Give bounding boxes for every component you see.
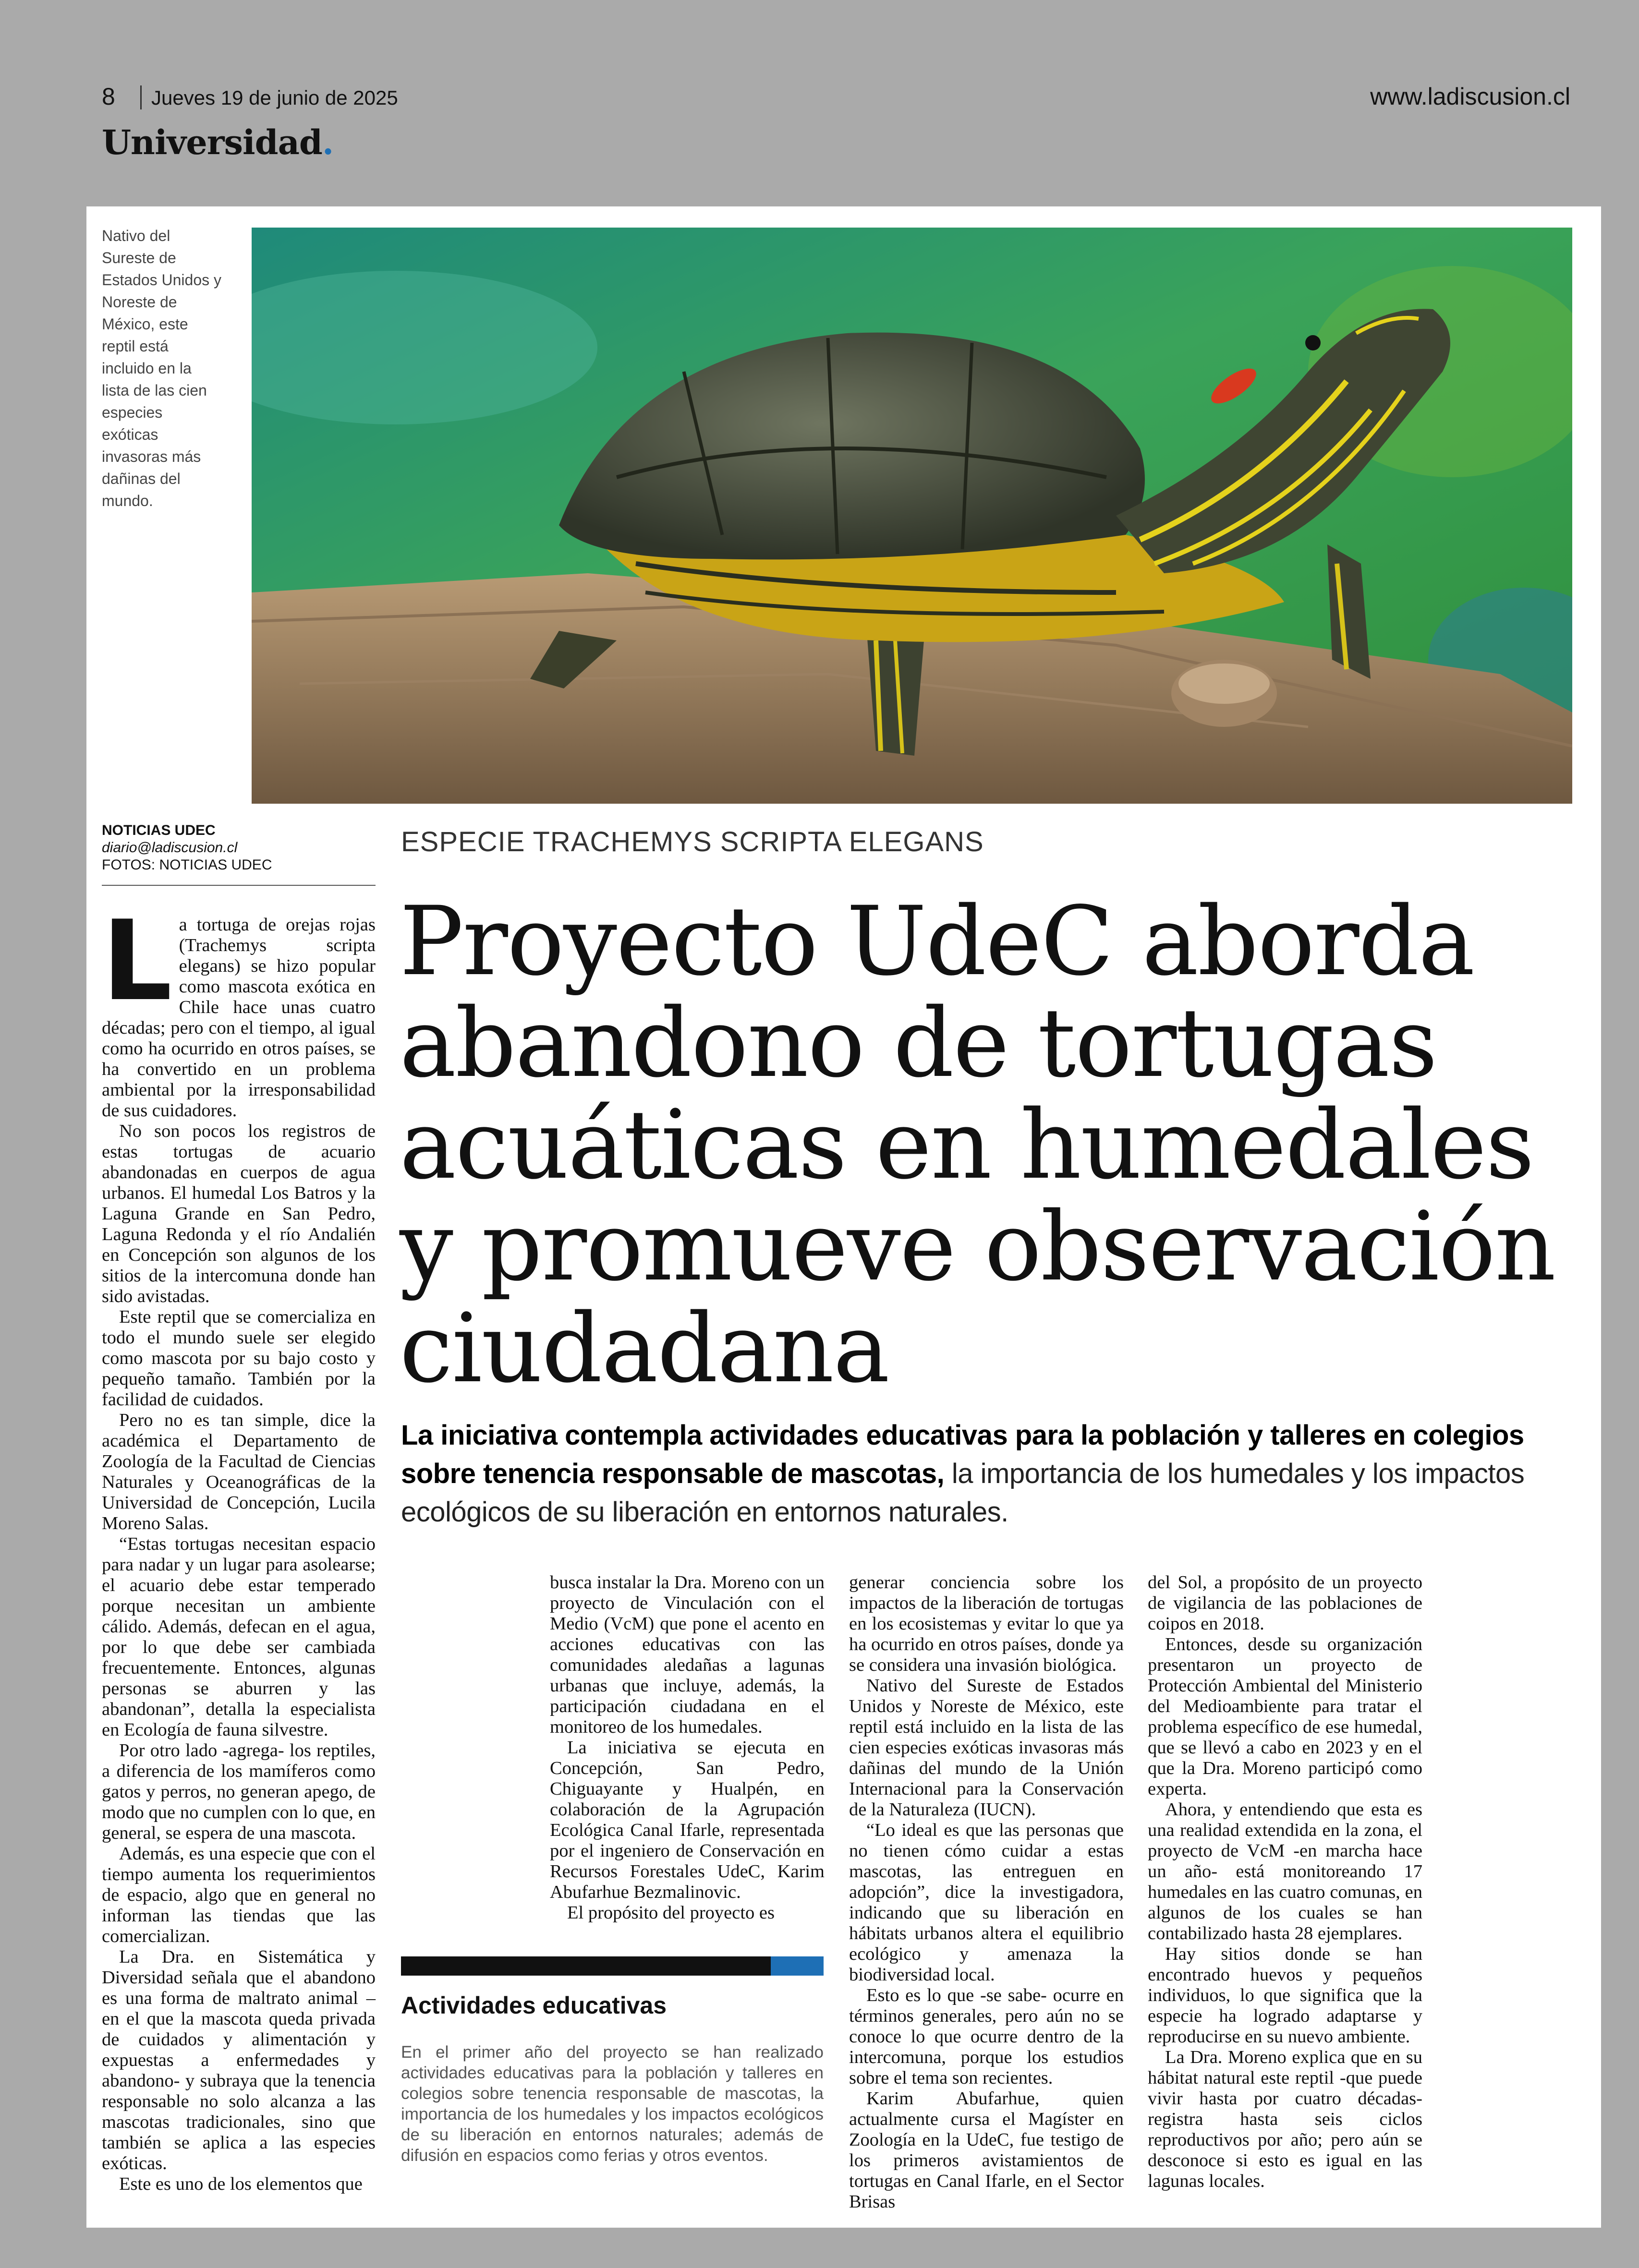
paragraph: del Sol, a propósito de un proyecto de vigilancia de las poblaciones de coipos en 2018. xyxy=(1148,1572,1422,1634)
section-name: Universidad xyxy=(102,122,322,162)
body-column-2 xyxy=(550,1572,825,1923)
body-column-4 xyxy=(1148,1572,1422,2192)
paragraph: generar conciencia sobre los impactos de la liberación de tortugas en los ecosistemas y evitar lo que ya ha ocurrido en otros países, donde ya se considera una invasión biológica. xyxy=(849,1572,1124,1675)
box-rule-accent xyxy=(771,1956,824,1976)
paragraph: Este es uno de los elementos que xyxy=(119,2174,363,2194)
paragraph: Este reptil que se comercializa en todo el mundo suele ser elegido como mascota por su bajo costo y pequeño tamaño. También por la facilidad de cuidados. xyxy=(102,1307,376,1410)
byline-author: NOTICIAS UDEC xyxy=(102,822,216,838)
section-title xyxy=(102,122,333,162)
paragraph: La iniciativa se ejecuta en Concepción, San Pedro, Chiguayante y Hualpén, en colaboración de la Agrupación Ecológica Canal Ifarle, representada por el ingeniero de Conservación en Recursos Forestales UdeC, Karim Abufarhue Bezmalinovic. xyxy=(550,1737,825,1902)
paragraph: Ahora, y entendiendo que esta es una realidad extendida en la zona, el proyecto de VcM -en marcha hace un año- está monitoreando 17 humedales en las cuatro comunas, en algunos de los cuales se han contabilizado hasta 28 ejemplares. xyxy=(1148,1799,1422,1943)
section-dot: . xyxy=(322,122,334,162)
issue-date: Jueves 19 de junio de 2025 xyxy=(151,86,398,109)
paragraph: “Estas tortugas necesitan espacio para nadar y un lugar para asolearse; el acuario debe estar temperado porque necesitan un ambiente cálido. Además, defecan en el agua, por lo que debe ser cambiada frecuentemente. Entonces, algunas personas se aburren y las abandonan”, detalla la especialista en Ecología de fauna silvestre. xyxy=(102,1534,376,1740)
lede-bold: La iniciativa contempla actividades educativas para la población y talleres en colegios sobre tenencia responsable de mascotas, xyxy=(401,1420,1524,1489)
paragraph: El propósito del proyecto es xyxy=(567,1903,775,1923)
paragraph: La Dra. en Sistemática y Diversidad señala que el abandono es una forma de maltrato animal – en el que la mascota queda privada de cuidados y alimentación y expuestas a enfermedades y abandono- y subraya que la tenencia responsable no solo alcanza a las mascotas tradicionales, sino que también se aplica a las especies exóticas. xyxy=(102,1947,376,2173)
paragraph: No son pocos los registros de estas tortugas de acuario abandonadas en cuerpos de agua urbanos. El humedal Los Batros y la Laguna Grande en San Pedro, Laguna Redonda y el río Andalién en Concepción son algunos de los sitios de la intercomuna donde han sido avistadas. xyxy=(102,1121,376,1306)
paragraph: Hay sitios donde se han encontrado huevos y pequeños individuos, lo que significa que la especie ha logrado adaptarse y reproducirse en su nuevo ambiente. xyxy=(1148,1944,1422,2047)
paragraph: Nativo del Sureste de Estados Unidos y Noreste de México, este reptil está incluido en la lista de las cien especies exóticas invasoras más dañinas del mundo de la Unión Internacional para la Conservación de la Naturaleza (IUCN). xyxy=(849,1676,1124,1820)
byline-divider xyxy=(102,885,376,886)
paragraph: Karim Abufarhue, quien actualmente cursa el Magíster en Zoología en la UdeC, fue testigo de los primeros avistamientos de tortugas en Canal Ifarle, en el Sector Brisas xyxy=(849,2088,1124,2212)
sidebar-box-text: En el primer año del proyecto se han realizado actividades educativas para la población y talleres en colegios sobre tenencia responsable de mascotas, la importancia de los humedales y los impactos ecológicos de su liberación en entornos naturales; además de difusión en espacios como ferias y otros eventos. xyxy=(401,2043,824,2165)
body-column-3 xyxy=(849,1572,1124,2212)
paragraph: La Dra. Moreno explica que en su hábitat natural este reptil -que puede vivir hasta por cuatro décadas- registra hasta seis ciclos reproductivos por año; pero aún se desconoce si esto es igual en las lagunas locales. xyxy=(1148,2047,1422,2191)
turtle-eye xyxy=(1305,335,1321,350)
drop-cap: L xyxy=(102,897,172,1025)
paragraph: “Lo ideal es que las personas que no tienen cómo cuidar a estas mascotas, las entreguen en adopción”, dice la investigadora, indicando que su liberación en hábitats urbanos altera el equilibrio ecológico y amenaza la biodiversidad local. xyxy=(849,1820,1124,1985)
lede-rest: la importancia de los humedales y los impactos ecológicos de su liberación en entornos naturales. xyxy=(401,1458,1525,1528)
byline xyxy=(102,822,376,874)
article-headline: Proyecto UdeC aborda abandono de tortugas acuáticas en humedales y promueve observación ciudadana xyxy=(400,886,1555,1404)
article-lede xyxy=(401,1416,1563,1532)
byline-email[interactable]: diario@ladiscusion.cl xyxy=(102,840,238,856)
byline-photos: FOTOS: NOTICIAS UDEC xyxy=(102,857,272,873)
box-rule-black xyxy=(401,1956,771,1976)
turtle-photo xyxy=(252,228,1572,804)
website-url[interactable]: www.ladiscusion.cl xyxy=(1370,83,1570,110)
paragraph: Esto es lo que -se sabe- ocurre en términos generales, pero aún no se conoce lo que ocurre dentro de la intercomuna, porque los estudios sobre el tema son recientes. xyxy=(849,1985,1124,2088)
article-kicker: ESPECIE TRACHEMYS SCRIPTA ELEGANS xyxy=(401,826,984,857)
paragraph: a tortuga de orejas rojas (Trachemys scripta elegans) se hizo popular como mascota exótica en Chile hace unas cuatro décadas; pero con el tiempo, al igual como ha ocurrido en otros países, se ha convertido en un problema ambiental por la irresponsabilidad de sus cuidadores. xyxy=(102,915,376,1121)
turtle-illustration xyxy=(252,228,1572,804)
paragraph: Entonces, desde su organización presentaron un proyecto de Protección Ambiental del Ministerio del Medioambiente para tratar el problema específico de ese humedal, que se llevó a cabo en 2023 y en el que la Dra. Moreno participó como experta. xyxy=(1148,1634,1422,1799)
paragraph: Por otro lado -agrega- los reptiles, a diferencia de los mamíferos como gatos y perros, no generan apego, de modo que no cumplen con lo que, en general, se espera de una mascota. xyxy=(102,1740,376,1843)
sidebar-box-title: Actividades educativas xyxy=(401,1992,667,2019)
body-column-1 xyxy=(102,897,376,2195)
page-number: 8 xyxy=(102,83,115,110)
paragraph: Pero no es tan simple, dice la académica el Departamento de Zoología de la Facultad de Ciencias Naturales y Oceanográficas de la Universidad de Concepción, Lucila Moreno Salas. xyxy=(102,1410,376,1533)
paragraph: Además, es una especie que con el tiempo aumenta los requerimientos de espacio, algo que en general no informan las tiendas que las comercializan. xyxy=(102,1844,376,1946)
photo-caption: Nativo del Sureste de Estados Unidos y Noreste de México, este reptil está incluido en la lista de las cien especies exóticas invasoras más dañinas del mundo. xyxy=(102,227,222,509)
paragraph: busca instalar la Dra. Moreno con un proyecto de Vinculación con el Medio (VcM) que pone el acento en acciones educativas con las comunidades aledañas a lagunas urbanas que incluye, además, la participación ciudadana en el monitoreo de los humedales. xyxy=(550,1572,825,1737)
page-number-separator xyxy=(140,85,142,109)
